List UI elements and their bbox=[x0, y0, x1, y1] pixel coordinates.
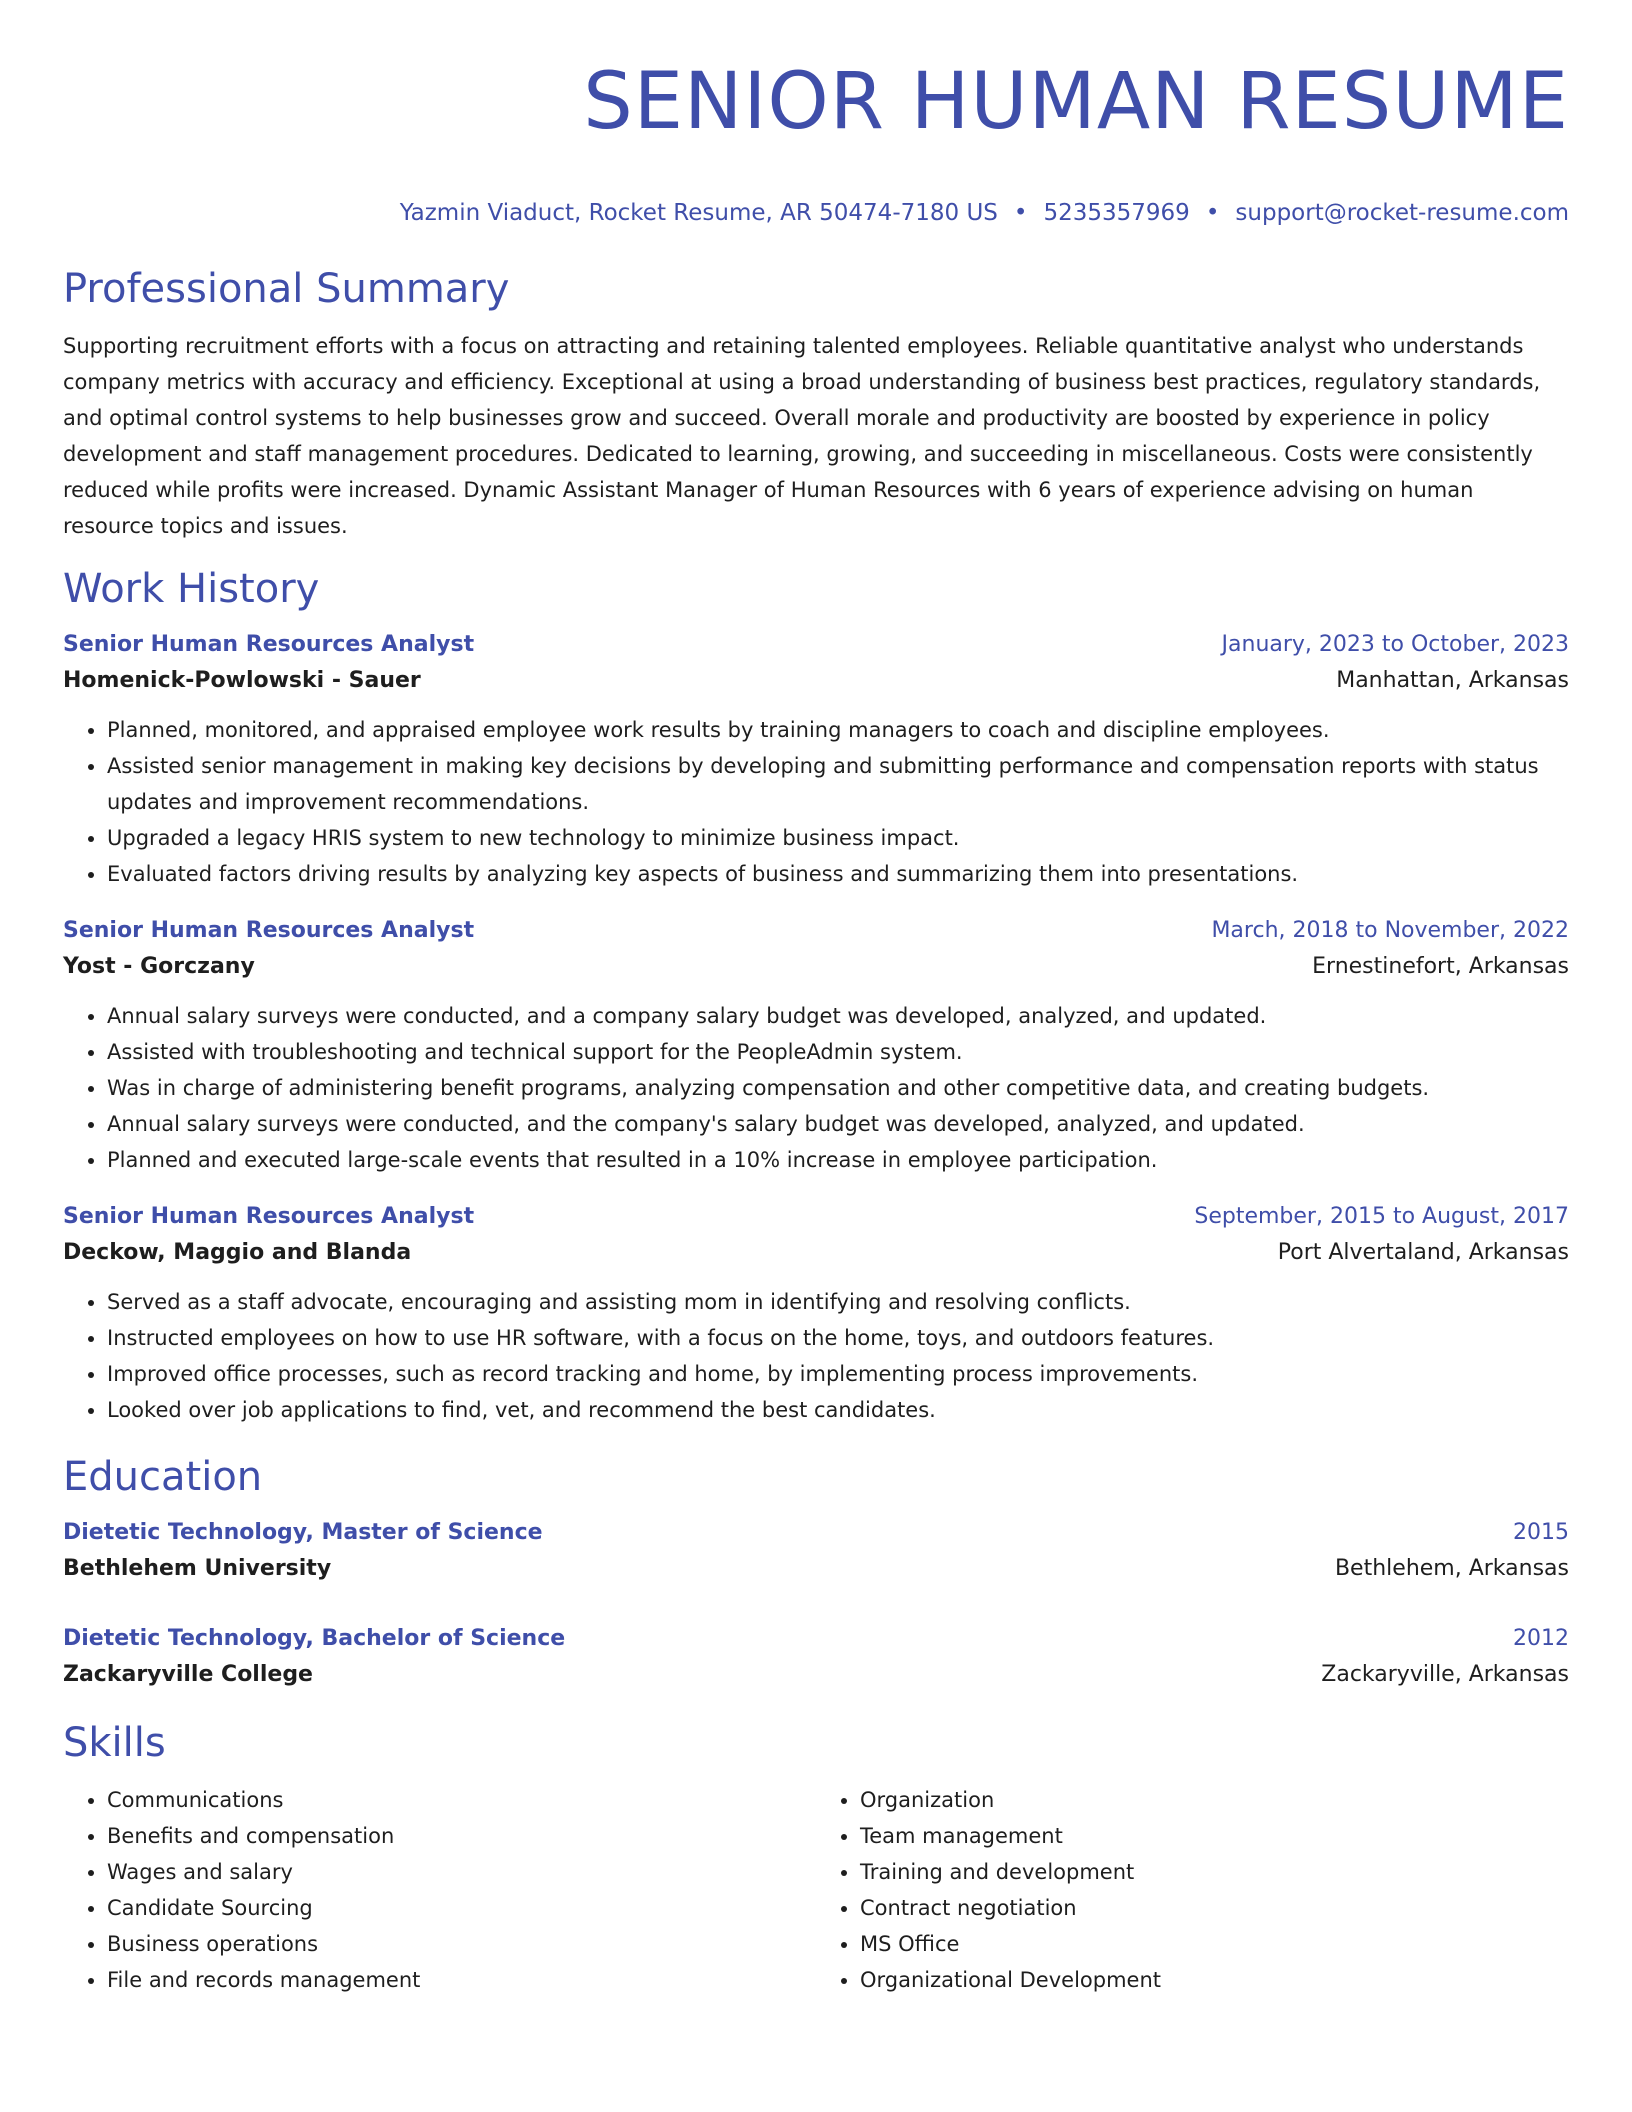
contact-email: support@rocket-resume.com bbox=[1235, 200, 1569, 226]
contact-line bbox=[63, 198, 1569, 228]
job-bullet: • Assisted with troubleshooting and technical support for the PeopleAdmin system. bbox=[107, 1034, 1569, 1070]
skills-section bbox=[63, 1718, 1569, 1998]
skills-list-left bbox=[63, 1782, 816, 1998]
skill-item: • Wages and salary bbox=[107, 1854, 816, 1890]
job-role: Senior Human Resources Analyst bbox=[63, 632, 475, 657]
job-company: Yost - Gorczany bbox=[63, 954, 255, 979]
skill-item: • File and records management bbox=[107, 1962, 816, 1998]
skills-columns bbox=[63, 1782, 1569, 1998]
job-bullet: • Annual salary surveys were conducted, and the company's salary budget was developed, analyzed, and updated. bbox=[107, 1106, 1569, 1142]
work-history-title: Work History bbox=[63, 566, 320, 612]
skill-item: • Benefits and compensation bbox=[107, 1818, 816, 1854]
job-bullet: • Evaluated factors driving results by analyzing key aspects of business and summarizing them into presentations. bbox=[107, 856, 1569, 892]
education-entry bbox=[63, 1516, 1569, 1588]
job-company: Homenick-Powlowski - Sauer bbox=[63, 668, 421, 693]
skill-item: • Training and development bbox=[860, 1854, 1569, 1890]
education-school: Bethlehem University bbox=[63, 1556, 332, 1581]
job-bullet: • Looked over job applications to find, vet, and recommend the best candidates. bbox=[107, 1392, 1569, 1428]
skill-item: • Communications bbox=[107, 1782, 816, 1818]
job-role: Senior Human Resources Analyst bbox=[63, 918, 475, 943]
education-location: Zackaryville, Arkansas bbox=[1321, 1662, 1569, 1687]
job-bullet: • Annual salary surveys were conducted, and a company salary budget was developed, analyzed, and updated. bbox=[107, 998, 1569, 1034]
summary-title: Professional Summary bbox=[63, 266, 510, 312]
job-bullet: • Served as a staff advocate, encouraging and assisting mom in identifying and resolving conflicts. bbox=[107, 1284, 1569, 1320]
work-history-section bbox=[63, 564, 1569, 1428]
skill-item: • Team management bbox=[860, 1818, 1569, 1854]
contact-separator: • bbox=[1205, 200, 1220, 226]
job-bullet: • Improved office processes, such as record tracking and home, by implementing process improvements. bbox=[107, 1356, 1569, 1392]
job-dates: January, 2023 to October, 2023 bbox=[1221, 632, 1569, 657]
education-year: 2012 bbox=[1513, 1626, 1569, 1651]
job-location: Ernestinefort, Arkansas bbox=[1312, 954, 1569, 979]
job-bullet: • Upgraded a legacy HRIS system to new technology to minimize business impact. bbox=[107, 820, 1569, 856]
job-bullets bbox=[63, 712, 1569, 892]
education-entry bbox=[63, 1622, 1569, 1694]
summary-section bbox=[63, 264, 1569, 544]
job-bullet: • Instructed employees on how to use HR software, with a focus on the home, toys, and outdoors features. bbox=[107, 1320, 1569, 1356]
skill-item: • Organizational Development bbox=[860, 1962, 1569, 1998]
job-dates: March, 2018 to November, 2022 bbox=[1211, 918, 1569, 943]
job-entry bbox=[63, 914, 1569, 1178]
job-company: Deckow, Maggio and Blanda bbox=[63, 1240, 412, 1265]
education-school: Zackaryville College bbox=[63, 1662, 313, 1687]
skill-item: • Business operations bbox=[107, 1926, 816, 1962]
job-entry bbox=[63, 628, 1569, 892]
education-location: Bethlehem, Arkansas bbox=[1334, 1556, 1569, 1581]
resume-name: SENIOR HUMAN RESUME bbox=[583, 57, 1569, 147]
skills-list-right bbox=[816, 1782, 1569, 1998]
education-degree: Dietetic Technology, Master of Science bbox=[63, 1520, 543, 1545]
skill-item: • MS Office bbox=[860, 1926, 1569, 1962]
summary-text: Supporting recruitment efforts with a focus on attracting and retaining talented employees. Reliable quantitative analyst who understands company metrics with accuracy and efficiency. Exceptional at using a broad understanding of business best practices, regulatory standards, and optimal control systems to help businesses grow and succeed. Overall morale and productivity are boosted by experience in policy development and staff management procedures. Dedicated to learning, growing, and succeeding in miscellaneous. Costs were consistently reduced while profits were increased. Dynamic Assistant Manager of Human Resources with 6 years of experience advising on human resource topics and issues. bbox=[63, 334, 1541, 538]
job-bullet: • Planned and executed large-scale events that resulted in a 10% increase in employee participation. bbox=[107, 1142, 1569, 1178]
skill-item: • Contract negotiation bbox=[860, 1890, 1569, 1926]
job-location: Port Alvertaland, Arkansas bbox=[1277, 1240, 1569, 1265]
education-section bbox=[63, 1452, 1569, 1694]
skill-item: • Organization bbox=[860, 1782, 1569, 1818]
contact-phone: 5235357969 bbox=[1043, 200, 1190, 226]
job-bullet: • Assisted senior management in making key decisions by developing and submitting performance and compensation reports with status updates and improvement recommendations. bbox=[107, 748, 1569, 820]
job-bullets bbox=[63, 998, 1569, 1178]
job-location: Manhattan, Arkansas bbox=[1336, 668, 1569, 693]
skill-item: • Candidate Sourcing bbox=[107, 1890, 816, 1926]
job-dates: September, 2015 to August, 2017 bbox=[1194, 1204, 1569, 1229]
contact-address: Yazmin Viaduct, Rocket Resume, AR 50474-7180 US bbox=[399, 200, 998, 226]
education-title: Education bbox=[63, 1454, 263, 1500]
job-bullet: • Planned, monitored, and appraised employee work results by training managers to coach and discipline employees. bbox=[107, 712, 1569, 748]
skills-title: Skills bbox=[63, 1720, 166, 1766]
contact-separator: • bbox=[1013, 200, 1028, 226]
job-bullets bbox=[63, 1284, 1569, 1428]
job-bullet: • Was in charge of administering benefit programs, analyzing compensation and other competitive data, and creating budgets. bbox=[107, 1070, 1569, 1106]
education-year: 2015 bbox=[1513, 1520, 1569, 1545]
job-entry bbox=[63, 1200, 1569, 1428]
job-role: Senior Human Resources Analyst bbox=[63, 1204, 475, 1229]
education-degree: Dietetic Technology, Bachelor of Science bbox=[63, 1626, 566, 1651]
